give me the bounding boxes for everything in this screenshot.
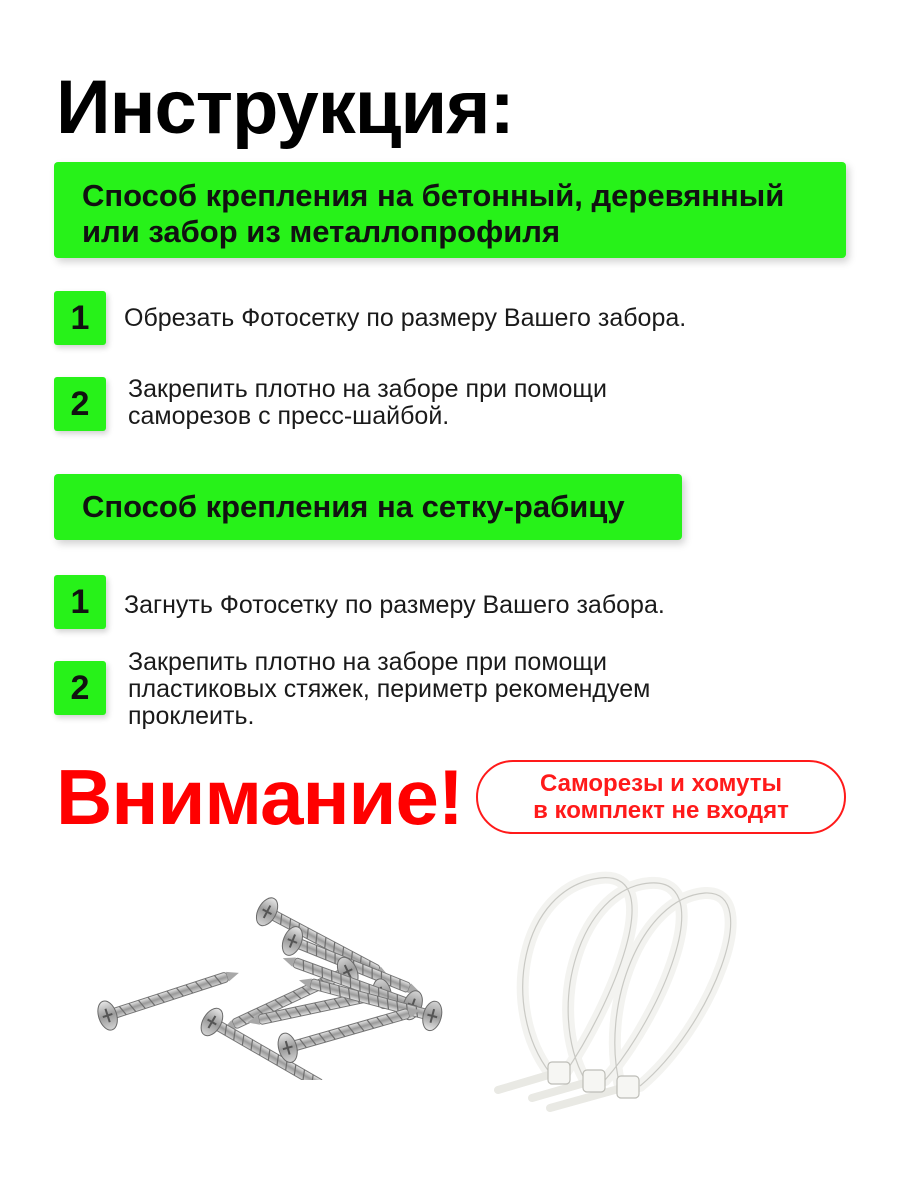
method2-step-1	[124, 592, 665, 619]
attention-heading: Внимание!	[56, 753, 463, 841]
step-number-badge: 1	[54, 291, 106, 345]
page-title: Инструкция:	[56, 65, 514, 150]
step-text-line: Закрепить плотно на заборе при помощи	[128, 375, 607, 403]
step-number-badge: 2	[54, 661, 106, 715]
step-text-line: саморезов с пресс-шайбой.	[128, 402, 450, 430]
method2-heading: Способ крепления на сетку-рабицу	[54, 474, 682, 540]
method2-step-2	[128, 649, 650, 730]
step-number-badge: 1	[54, 575, 106, 629]
notice-line: Саморезы и хомуты	[539, 770, 782, 797]
step-text-line: Обрезать Фотосетку по размеру Вашего забора.	[124, 304, 687, 332]
step-text-line: Закрепить плотно на заборе при помощи	[128, 648, 607, 676]
tie-lock	[548, 1062, 570, 1084]
step-text-line: пластиковых стяжек, периметр рекомендуем	[128, 675, 651, 703]
notice-line: в комплект не входят	[533, 797, 789, 824]
method1-heading-line: Способ крепления на бетонный, деревянный	[82, 178, 785, 213]
method1-step-1	[124, 305, 686, 332]
cable-ties-image	[490, 858, 790, 1118]
tie-lock	[583, 1070, 605, 1092]
step-number-badge: 2	[54, 377, 106, 431]
notice-badge	[476, 760, 846, 834]
step-text-line: проклеить.	[128, 702, 255, 730]
step-text-line: Загнуть Фотосетку по размеру Вашего забора.	[124, 591, 665, 619]
screws-image	[80, 880, 480, 1080]
tie-lock	[617, 1076, 639, 1098]
method1-step-2	[128, 376, 607, 430]
method1-heading	[54, 162, 846, 258]
method1-heading-line: или забор из металлопрофиля	[82, 214, 561, 249]
